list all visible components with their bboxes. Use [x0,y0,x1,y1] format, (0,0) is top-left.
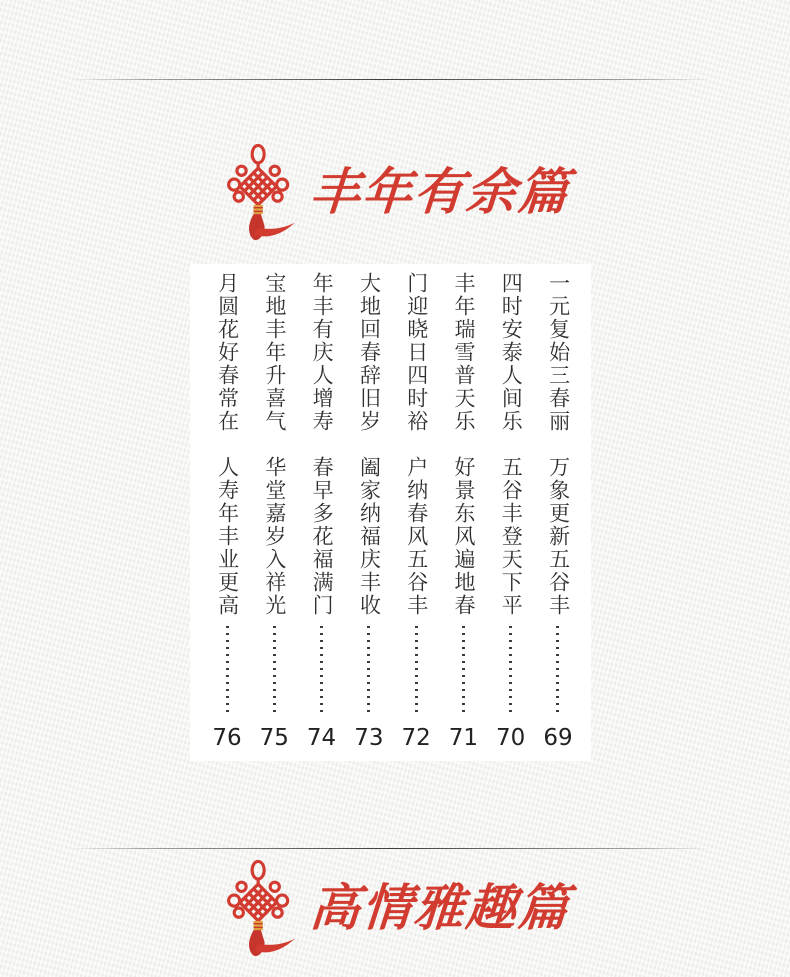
page-number: 69 [543,725,573,751]
page-divider-top [68,79,710,80]
top-section-header [224,140,604,244]
couplet-line-2: 人寿年丰业更高 [215,456,240,617]
dotted-leader [462,626,465,717]
couplet-line-2: 户纳春风五谷丰 [404,456,429,617]
couplet-line-1: 年丰有庆人增寿 [310,272,335,433]
dotted-leader [226,626,229,717]
bottom-section-title: 高情雅趣篇 [307,878,573,937]
page-number: 75 [259,725,289,751]
couplet-line-1: 月圆花好春常在 [215,272,240,433]
toc-entry [496,272,526,751]
top-section-title: 丰年有余篇 [307,162,573,221]
page-number: 74 [306,725,337,751]
toc-entry [212,272,242,751]
toc-entry [354,272,384,751]
couplet-line-1: 一元复始三春丽 [546,272,571,433]
dotted-leader [320,626,323,717]
toc-entry [259,272,289,751]
toc-entry [448,272,478,751]
couplet-line-1: 门迎晓日四时裕 [404,272,429,433]
dotted-leader [556,626,559,717]
couplet-line-2: 万象更新五谷丰 [546,456,571,617]
toc-panel [190,264,591,761]
chinese-knot-icon [224,142,296,242]
chinese-knot-icon [224,858,296,958]
page-number: 76 [212,725,242,751]
page-number: 72 [401,725,431,751]
page-number: 73 [354,725,384,751]
dotted-leader [415,626,418,717]
toc-entry [307,272,337,751]
couplet-line-2: 华堂嘉岁入祥光 [262,456,287,617]
page-number: 71 [448,725,479,751]
dotted-leader [273,626,276,717]
toc-entry [401,272,431,751]
couplet-line-1: 丰年瑞雪普天乐 [452,272,476,433]
page-divider-bottom [68,848,710,849]
toc-entry [543,272,573,751]
couplet-line-2: 春早多花福满门 [310,456,335,617]
couplet-line-1: 宝地丰年升喜气 [262,272,287,433]
couplet-line-1: 四时安泰人间乐 [499,272,524,433]
couplet-line-2: 阖家纳福庆丰收 [357,456,382,617]
couplet-line-2: 好景东风遍地春 [452,456,476,617]
dotted-leader [367,626,370,717]
couplet-line-2: 五谷丰登天下平 [499,456,524,617]
bottom-section-header [224,856,604,960]
couplet-line-1: 大地回春辞旧岁 [357,272,382,433]
page-number: 70 [496,725,526,751]
dotted-leader [509,626,512,717]
